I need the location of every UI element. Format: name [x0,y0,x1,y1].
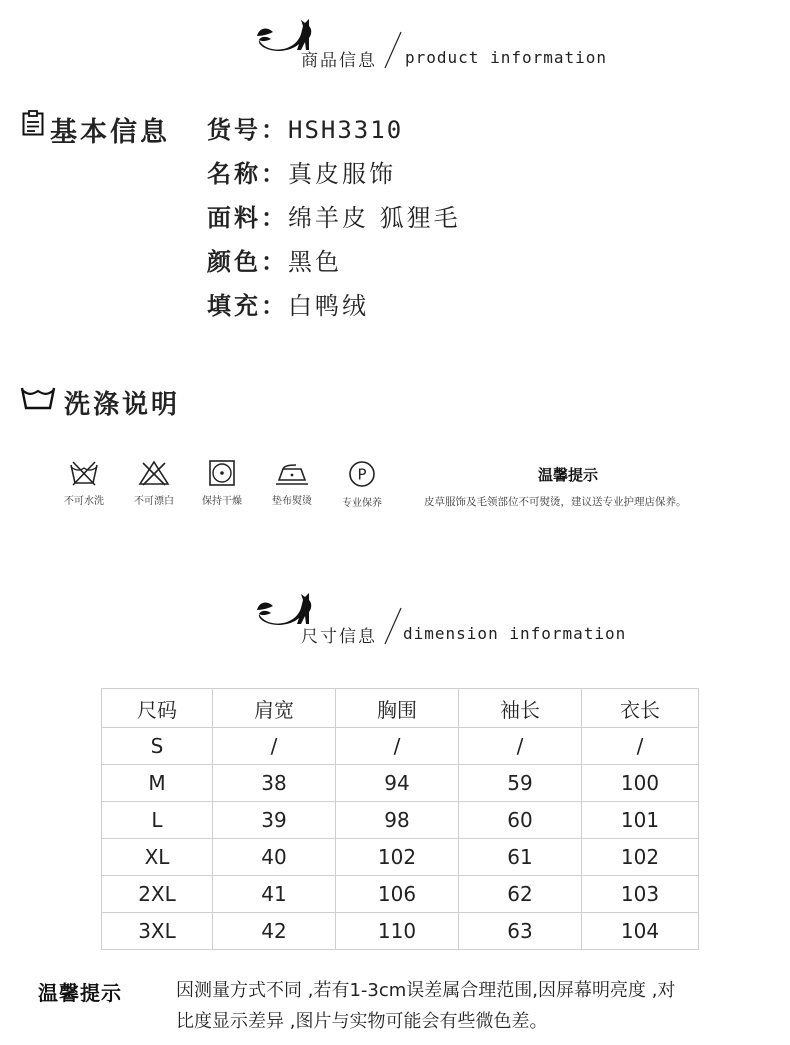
info-row-name [207,154,396,189]
info-label: 名称： [207,159,288,188]
cell: 104 [582,913,699,950]
care-professional [332,460,392,509]
cell: / [582,728,699,765]
care-no-wash [54,460,114,507]
care-label: 不可水洗 [64,496,104,507]
cell-size: M [102,765,213,802]
cell-size: 3XL [102,913,213,950]
dimension-info-title-cn: 尺寸信息 [301,627,377,647]
cell: / [213,728,336,765]
product-info-title-cn: 商品信息 [301,51,377,71]
table-row [102,728,699,765]
cell: 110 [336,913,459,950]
cell: 94 [336,765,459,802]
bottom-tip-line2: 比度显示差异 ,图片与实物可能会有些微色差。 [176,1011,548,1032]
cell: 100 [582,765,699,802]
care-label: 保持干燥 [202,496,242,507]
cell-size: S [102,728,213,765]
cell: / [459,728,582,765]
dimension-info-title-en: dimension information [403,624,627,643]
cell: 61 [459,839,582,876]
slash-divider [383,30,403,70]
professional-clean-icon [346,460,378,488]
wash-tip-text: 皮草服饰及毛领部位不可熨烫，建议送专业护理店保养。 [424,496,687,508]
dimension-info-header [255,584,655,647]
bottom-tip-title: 温馨提示 [38,981,122,1005]
table-header-row [102,689,699,728]
wash-tip-title: 温馨提示 [538,466,599,484]
iron-with-cloth-icon [274,460,310,486]
info-label: 面料： [207,203,288,232]
no-bleach-icon [138,460,170,486]
table-row [102,802,699,839]
cell: 102 [582,839,699,876]
cell: 60 [459,802,582,839]
cell-size: 2XL [102,876,213,913]
cell: 106 [336,876,459,913]
info-label: 填充： [207,291,288,320]
cell: 59 [459,765,582,802]
header-sleeve: 袖长 [459,689,582,728]
bottom-tip-line1: 因测量方式不同 ,若有1-3cm误差属合理范围,因屏幕明亮度 ,对 [176,980,676,1001]
cell: 40 [213,839,336,876]
cell-size: XL [102,839,213,876]
info-value: 绵羊皮 狐狸毛 [288,204,461,232]
cell: 41 [213,876,336,913]
info-value: 黑色 [288,248,342,276]
cell: 62 [459,876,582,913]
info-row-color [207,242,342,277]
info-label: 颜色： [207,247,288,276]
basic-info-title: 基本信息 [50,117,170,148]
care-label: 垫布熨烫 [272,496,312,507]
wash-tub-icon [20,386,56,410]
cell: 101 [582,802,699,839]
cell-size: L [102,802,213,839]
product-info-title-en: product information [405,48,608,67]
slash-divider [383,606,403,646]
info-value: 白鸭绒 [288,292,369,320]
cell: 98 [336,802,459,839]
care-keep-dry [192,460,252,507]
cell: 39 [213,802,336,839]
professional-clean-glyph: P [357,465,367,484]
info-row-filling [207,286,369,321]
info-row-sku [207,110,403,145]
header-length: 衣长 [582,689,699,728]
table-row [102,839,699,876]
info-label: 货号： [207,115,288,144]
size-table [101,688,699,950]
care-label: 专业保养 [342,498,382,509]
product-info-header [255,10,625,70]
tumble-dry-icon [206,460,238,486]
info-row-fabric [207,198,461,233]
info-value: HSH3310 [288,116,404,144]
cell: 42 [213,913,336,950]
cell: 63 [459,913,582,950]
cell: 103 [582,876,699,913]
clipboard-icon [22,110,44,136]
header-chest: 胸围 [336,689,459,728]
header-shoulder: 肩宽 [213,689,336,728]
care-iron-with-cloth [262,460,322,507]
wash-title: 洗涤说明 [64,390,181,420]
cell: 38 [213,765,336,802]
info-value: 真皮服饰 [288,160,396,188]
no-wash-icon [68,460,100,486]
care-label: 不可漂白 [134,496,174,507]
table-row [102,876,699,913]
cell: 102 [336,839,459,876]
header-size: 尺码 [102,689,213,728]
cell: / [336,728,459,765]
table-row [102,765,699,802]
care-no-bleach [124,460,184,507]
table-row [102,913,699,950]
